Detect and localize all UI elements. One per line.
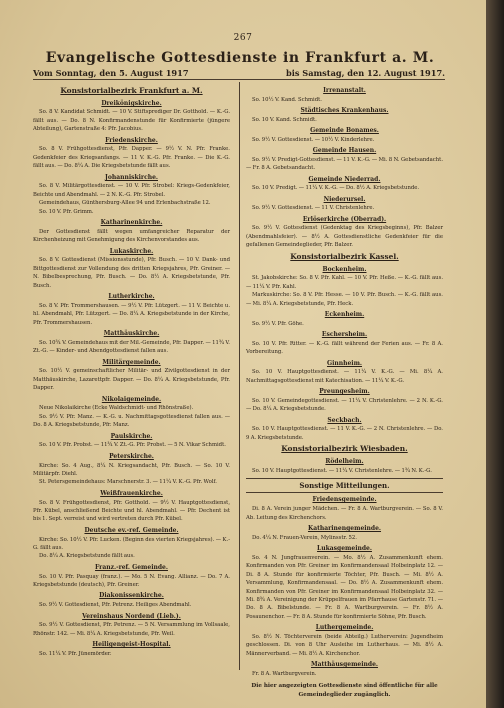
service-entry: Neue Nikolaikirche (Ecke Waldschmidt- und Rhönstraße). [39, 405, 194, 412]
service-entry: St. Jakobskirche: So. 8 V. Pfr. Kahl. — 10 V. Pfr. Heße. — K.-G. fällt aus. — 11¼ V. Pfr. Kahl. [246, 275, 443, 290]
service-entry: So. 9½ V. Gottesdienst, Pfr. Petrenz. — 5 N. Versammlung im Vollsaale, Rhönstr. 142. — Mi. 8¼ A. Kriegsbetstunde, Pfr. Weil. [33, 622, 230, 637]
region-heading: Konsistorialbezirk Kassel. [290, 251, 399, 261]
church-heading: Rödelheim. [325, 458, 364, 466]
section-heading: Sonstige Mitteilungen. [246, 478, 443, 493]
church-heading: Seckbach. [327, 416, 362, 424]
church-heading: Friedensgemeinde. [312, 496, 377, 504]
church-heading: Bockenheim. [322, 265, 367, 273]
service-entry: So. 11¼ V. Pfr. Jünemörder. [39, 650, 112, 657]
service-entry: So. 8 V. Frühgottesdienst, Pfr. Dapper. — 9½ V. N. Pfr. Franke. Gedenkfeier des Kriegsanfangs. — 11 V. K.-G. Pfr. Franke. — Die K.-G. fällt aus. — Do. 8¼ A. Die Kriegsbetstunde fällt aus. [33, 146, 230, 170]
service-entry: So. 9½ V. Gottesdienst (Gedenktag des Kriegsbeginns), Pfr. Balzer (Abendmahlsfeier). — 8½ A. Gottesdienstliche Gedenkfeier für die gefallenen Gemeindeglieder, Pfr. Balzer. [246, 225, 443, 249]
church-heading: Paulskirche. [110, 432, 153, 440]
left-column [33, 84, 230, 669]
service-entry: St. Petersgemeindehaus: Marschnerstr. 3. — 11¼ V. K.-G. Pfr. Wolf. [39, 479, 217, 486]
service-entry: Kirche: So. 4 Aug., 8¼ N. Kriegsandacht, Pfr. Busch. — So. 10 V. Militärpfr. Diehl. [33, 462, 230, 477]
church-heading: Weißfrauenkirche. [100, 489, 163, 497]
church-heading: Ginnheim. [326, 359, 363, 367]
church-heading: Lukasgemeinde. [317, 545, 372, 553]
church-heading: Franz.-ref. Gemeinde. [95, 563, 168, 571]
service-entry: So. 10 V. Pfr. Ritter. — K.-G. fällt während der Ferien aus. — Fr. 8 A. Vorbereitung. [246, 340, 443, 356]
service-entry: So. 8 V. Pfr. Trommershausen. — 9½ V. Pfr. Lützgert. — 11 V. Beichte u. hl. Abendmahl, Pfr. Lützgert. — Do. 8¼ A. Kriegsbetstunde in der Kirche, Pfr. Trommershausen. [33, 302, 230, 326]
church-heading: Erlöserkirche (Oberrad). [302, 215, 387, 223]
church-heading: Luthergemeinde. [315, 624, 374, 632]
right-column [246, 84, 443, 699]
church-heading: Katharinengemeinde. [307, 524, 382, 532]
service-entry: So. 4 N. Jungfrauenverein. — Mo. 8½ A. Zusammenkunft ehem. Konfirmanden von Pfr. Greiner im Konfirmandensaal Holbeinplatz 12. — Di. 8 A. Stunde für konfirmierte Töchter, Pfr. Busch. — Mi. 8½ A. Versammlung, Konfirmandensaal. — Do. 8½ A. Zusammenkunft ehem. Konfirmanden von Pfr. Greiner im Konfirmandensaal Holbeinplatz 32. — Mi. 8¾ A. Vereinigung der Krüppelfrauen im Pfarrhause Gartenstr. 71. — Do. 8 A. Bibelstunde. — Fr. 8 A. Wartburgverein. — Fr. 8½ A. Posaunenchor. — Fr. 8 A. Stunde für konfirmierte Söhne, Pfr. Busch. [246, 554, 443, 620]
service-entry: So. 10 V. Pfr. Pasquay (franz.). — Mo. 5 N. Evang. Allianz. — Do. 7 A. Kriegsbetstunde (deutsch), Pfr. Greiner. [33, 573, 230, 588]
church-heading: Peterskirche. [109, 452, 154, 460]
church-heading: Matthäuskirche. [103, 330, 160, 338]
service-entry: So. 9½ V. Pfr. Göhe. [252, 320, 304, 327]
page-number: 267 [233, 33, 253, 43]
church-heading: Eschersheim. [321, 331, 368, 339]
service-entry: Fr. 8 A. Wartburgverein. [252, 670, 317, 677]
service-entry: So. 10 V. Kand. Schmidt. [252, 116, 317, 123]
church-heading: Matthäusgemeinde. [311, 661, 378, 669]
service-entry: Gemeindehaus, Günthersburg-Allee 94 und Erlenbachstraße 12. [39, 200, 211, 207]
church-heading: Städtisches Krankenhaus. [300, 107, 389, 115]
service-entry: So. 10 V. Pfr. Grimm. [39, 208, 94, 215]
service-entry: So. 9½ V. Gottesdienst. — 10½ V. Kinderlehre. [252, 136, 375, 143]
service-entry: So. 10 V. Hauptgottesdienst. — 11¼ V. Christenlehre. — 1¾ N. K.-G. [252, 467, 432, 474]
service-entry: So. 9½ V. Gottesdienst, Pfr. Petrenz. Heiliges Abendmahl. [39, 602, 192, 609]
service-entry: Do. 8¼ A. Kriegsbetstunde fällt aus. [39, 553, 135, 560]
service-entry: So. 8 V. Gottesdienst (Missionsstunde), Pfr. Busch. — 10 V. Dank- und Bittgottesdienst zur Vollendung des dritten Kriegsjahres, Pfr. Greiner. — N. Bibelbesprechung, Pfr. Busch. — Do. 8½ A. Kriegsbetstunde, Pfr. Busch. [33, 257, 230, 289]
service-entry: So. 10 V. Gemeindegottesdienst. — 11¼ V. Christenlehre. — 2 N. K.-G. — Do. 8¼ A. Kriegsbetstunde. [246, 397, 443, 413]
page-title: Evangelische Gottesdienste in Frankfurt a. M. [45, 50, 435, 66]
church-heading: Preungesheim. [319, 388, 370, 396]
region-heading: Konsistorialbezirk Frankfurt a. M. [60, 86, 203, 95]
book-spine [486, 0, 504, 708]
service-entry: So. 10 V. Pfr. Probst. — 11¾ V. Zt.-G. Pfr. Probst. — 5 N. Vikar Schmidt. [39, 442, 226, 449]
church-heading: Heiligengeist-Hospital. [92, 641, 171, 649]
service-entry: So. 8 V. Kandidat Schmidt. — 10 V. Stiftsprediger Dr. Gotthold. — K.-G. fällt aus. — Do. 8 N. Konfirmandenstunde für Konfirmierte (jüngere Abteilung), Gartenstraße 4: Pfr. Jacobius. [33, 109, 230, 133]
service-entry: So. 10 V. Predigt. — 11¼ V. K.-G. — Do. 8½ A. Kriegsbetstunde. [252, 185, 420, 192]
service-entry: So. 8 V. Militärgottesdienst. — 10 V. Pfr. Strobel: Kriegs-Gedenkfeier, Beichte und Abendmahl. — 2 N. K.-G. Pfr. Strobel. [33, 183, 230, 198]
service-entry: Kirche: So. 10½ V. Pfr. Lucken. (Beginn des vierten Kriegsjahres). — K.-G. fällt aus. [33, 536, 230, 551]
region-heading: Konsistorialbezirk Wiesbaden. [281, 444, 408, 454]
service-entry: So. 10½ V. Kand. Schmidt. [252, 96, 322, 103]
date-start: Vom Sonntag, den 5. August 1917 [33, 68, 189, 78]
column-divider [239, 82, 240, 670]
church-heading: Friedenskirche. [105, 136, 158, 144]
church-heading: Irrenanstalt. [323, 87, 366, 94]
church-heading: Gemeinde Bonames. [310, 127, 379, 135]
header-rule [33, 79, 445, 80]
service-entry: So. 8½ N. Töchterverein (beide Abteilg.) Lutherverein: Jugendheim geschlossen. Di. von 8 Uhr Ausleihe im Lutherhaus. — Mi. 8½ A. Männerverband. — Mi. 8½ A. Kirchenchor. [246, 633, 443, 657]
church-heading: Militärgemeinde. [102, 358, 161, 366]
church-heading: Eckenheim. [324, 311, 365, 319]
church-heading: Lukaskirche. [109, 247, 154, 255]
church-heading: Gemeinde Hausen. [312, 147, 377, 155]
service-entry: So. 10 V. Hauptgottesdienst. — 11 V. K.-G. — 2 N. Christenlehre. — Do. 9 A. Kriegsbetstunde. [246, 426, 443, 441]
service-entry: Markuskirche: So. 8 V. Pfr. Hesse. — 10 V. Pfr. Busch. — K.-G. fällt aus. — Mi. 8¼ A. Kriegsbetstunde, Pfr. Heck. [246, 292, 443, 307]
church-heading: Katharinenkirche. [100, 219, 163, 227]
date-range [33, 68, 445, 78]
church-heading: Johanniskirche. [105, 173, 158, 181]
church-heading: Diakonissenkirche. [99, 592, 164, 600]
service-entry: Der Gottesdienst fällt wegen umfangreicher Reparatur der Kirchenheizung mit Genehmigung des Kirchenvorstandes aus. [33, 228, 230, 244]
service-entry: So. 9½ V. Predigt-Gottesdienst. — 11 V. K.-G. — Mi. 8 N. Gebetsandacht. — Fr. 8 A. Gebetsandacht. [246, 156, 443, 172]
church-heading: Niederursel. [323, 195, 366, 203]
service-entry: Do. 4¼ N. Frauen-Verein, Mylinsstr. 52. [252, 534, 357, 541]
church-heading: Nikolaigemeinde. [101, 395, 162, 403]
church-heading: Deutsche ev.-ref. Gemeinde. [84, 526, 179, 534]
service-entry: So. 9½ V. Pfr. Manz. — K.-G. u. Nachmittagsgottesdienst fallen aus. — Do. 8 A. Kriegsbetstunde, Pfr. Manz. [33, 413, 230, 429]
church-heading: Dreikönigskirche. [101, 99, 162, 107]
service-entry: Di. 8 A. Verein junger Mädchen. — Fr. 8 A. Wartburgverein. — So. 8 V. Ab. Leitung des Kirchenchors. [246, 506, 443, 521]
service-entry: So. 9½ V. Gottesdienst. — 11 V. Christenlehre. [252, 205, 375, 212]
service-entry: So. 8 V. Frühgottesdienst, Pfr. Gotthold. — 9½ V. Hauptgottesdienst, Pfr. Kübel, anschließend Beichte und hl. Abendmahl. — Pfr. Dechent ist bis 1. Sept. verreist und wird vertreten durch Pfr. Kübel. [33, 499, 230, 523]
service-entry: So. 10¾ V. Gemeindehaus mit der Mil.-Gemeinde, Pfr. Dapper. — 11¾ V. Zt.-G. — Kinder- und Abendgottesdienst fallen aus. [33, 339, 230, 355]
church-heading: Vereinshaus Nordend (Lieb.). [82, 612, 181, 620]
church-heading: Lutherkirche. [108, 293, 155, 301]
footnote: Die hier angezeigten Gottesdienste sind öffentliche für alle Gemeindeglieder zugänglich. [251, 683, 438, 699]
church-heading: Gemeinde Niederrad. [308, 175, 381, 183]
service-entry: So. 10 V. Hauptgottesdienst. — 11¼ V. K.-G. — Mi. 8¼ A. Nachmittagsgottesdienst mit Katechisation. — 11¼ V. K.-G. [246, 369, 443, 384]
service-entry: So. 10½ V. gemeinschaftlicher Militär- und Zivilgottesdienst in der Matthäuskirche, Lazarettpfr. Dapper. — Do. 8¼ A. Kriegsbetstunde, Pfr. Dapper. [33, 368, 230, 392]
date-end: bis Samstag, den 12. August 1917. [286, 68, 445, 78]
